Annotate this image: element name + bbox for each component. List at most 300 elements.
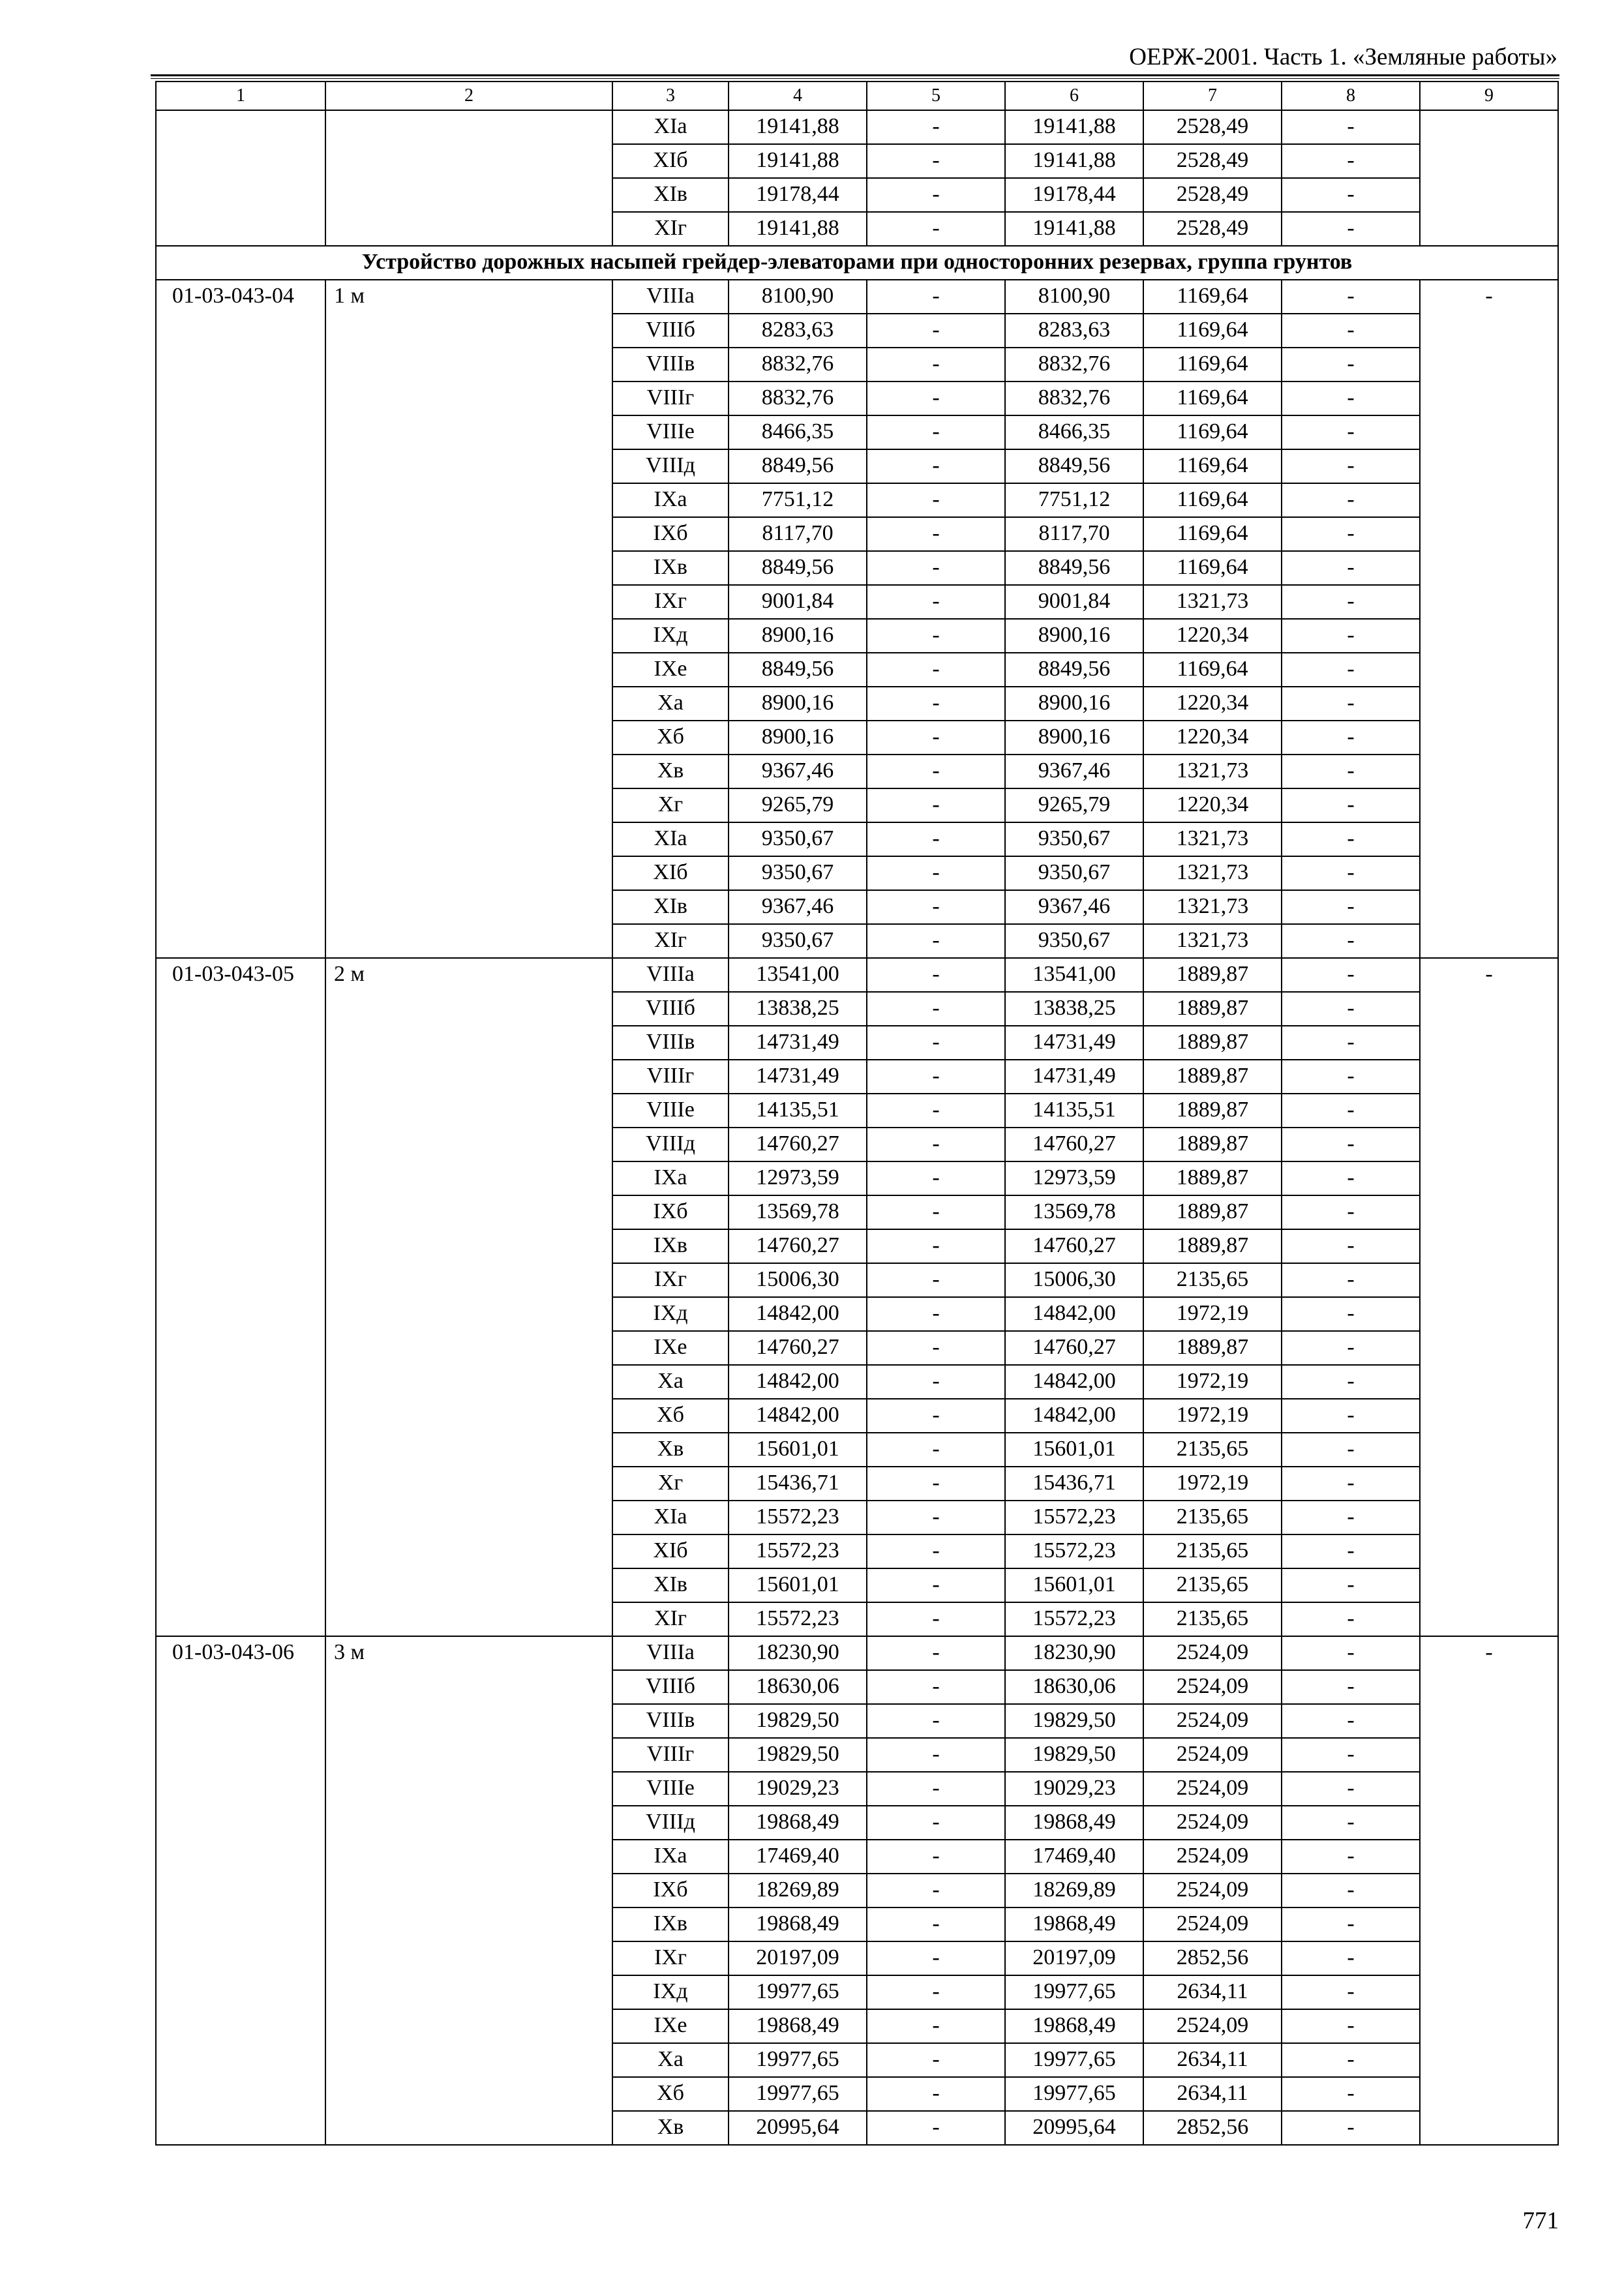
col5-cell: - [867,314,1005,348]
ground-group-cell: VIIIд [612,1128,729,1161]
total-cost-cell: 19977,65 [729,1975,867,2009]
ground-group-cell: IXб [612,517,729,551]
column-number: 7 [1143,82,1282,110]
col8-cell: - [1282,348,1420,382]
col5-cell: - [867,1501,1005,1534]
machine-cost-cell: 1321,73 [1143,924,1282,958]
ground-group-cell: IXе [612,1331,729,1365]
labor-cost-cell: 19868,49 [1005,2009,1143,2043]
labor-cost-cell: 8100,90 [1005,280,1143,314]
total-cost-cell: 14760,27 [729,1128,867,1161]
labor-cost-cell: 9001,84 [1005,585,1143,619]
ground-group-cell: VIIIв [612,348,729,382]
col8-cell: - [1282,1908,1420,1941]
col5-cell: - [867,1670,1005,1704]
labor-cost-cell: 19977,65 [1005,2043,1143,2077]
labor-cost-cell: 19868,49 [1005,1908,1143,1941]
total-cost-cell: 14731,49 [729,1026,867,1060]
machine-cost-cell: 2135,65 [1143,1501,1282,1534]
ground-group-cell: VIIIг [612,382,729,415]
labor-cost-cell: 14842,00 [1005,1399,1143,1433]
column-number: 4 [729,82,867,110]
col5-cell: - [867,1331,1005,1365]
header-rule-thick [151,74,1559,76]
total-cost-cell: 7751,12 [729,483,867,517]
total-cost-cell: 8466,35 [729,415,867,449]
total-cost-cell: 8900,16 [729,687,867,721]
ground-group-cell: IXе [612,653,729,687]
total-cost-cell: 19868,49 [729,1908,867,1941]
col8-cell: - [1282,1161,1420,1195]
column-number: 1 [156,82,325,110]
machine-cost-cell: 2852,56 [1143,2111,1282,2145]
machine-cost-cell: 1972,19 [1143,1467,1282,1501]
total-cost-cell: 15572,23 [729,1602,867,1636]
col8-cell: - [1282,1094,1420,1128]
col5-cell: - [867,1840,1005,1874]
labor-cost-cell: 14135,51 [1005,1094,1143,1128]
ground-group-cell: IXд [612,619,729,653]
machine-cost-cell: 2528,49 [1143,144,1282,178]
col8-cell: - [1282,687,1420,721]
section-title: Устройство дорожных насыпей грейдер-элеваторами при односторонних резервах, группа грунтов [156,246,1558,280]
total-cost-cell: 9350,67 [729,856,867,890]
machine-cost-cell: 2524,09 [1143,1738,1282,1772]
ground-group-cell: VIIIб [612,992,729,1026]
ground-group-cell: VIIIб [612,1670,729,1704]
page-number: 771 [1522,2207,1559,2234]
col8-cell: - [1282,2009,1420,2043]
col8-cell: - [1282,551,1420,585]
col8-cell: - [1282,619,1420,653]
labor-cost-cell: 14760,27 [1005,1128,1143,1161]
col5-cell: - [867,280,1005,314]
col8-cell: - [1282,856,1420,890]
total-cost-cell: 13541,00 [729,958,867,992]
machine-cost-cell: 1889,87 [1143,1026,1282,1060]
total-cost-cell: 8900,16 [729,619,867,653]
col5-cell: - [867,1908,1005,1941]
ground-group-cell: XIб [612,856,729,890]
col5-cell: - [867,1229,1005,1263]
labor-cost-cell: 19178,44 [1005,178,1143,212]
ground-group-cell: IXг [612,585,729,619]
machine-cost-cell: 1321,73 [1143,585,1282,619]
col5-cell: - [867,924,1005,958]
labor-cost-cell: 17469,40 [1005,1840,1143,1874]
labor-cost-cell: 18230,90 [1005,1636,1143,1670]
labor-cost-cell: 15601,01 [1005,1433,1143,1467]
ground-group-cell: IXд [612,1975,729,2009]
col5-cell: - [867,788,1005,822]
total-cost-cell: 19868,49 [729,2009,867,2043]
running-header: ОЕРЖ-2001. Часть 1. «Земляные работы» [1129,44,1557,70]
labor-cost-cell: 13838,25 [1005,992,1143,1026]
col8-cell: - [1282,178,1420,212]
machine-cost-cell: 2135,65 [1143,1534,1282,1568]
total-cost-cell: 19829,50 [729,1738,867,1772]
ground-group-cell: Xв [612,2111,729,2145]
total-cost-cell: 15601,01 [729,1568,867,1602]
col8-cell: - [1282,212,1420,246]
col9-cell: - [1420,1636,1558,2145]
col8-cell: - [1282,1263,1420,1297]
ground-group-cell: VIIIв [612,1026,729,1060]
col5-cell: - [867,619,1005,653]
labor-cost-cell: 14760,27 [1005,1331,1143,1365]
ground-group-cell: IXа [612,483,729,517]
col5-cell: - [867,1975,1005,2009]
col8-cell: - [1282,415,1420,449]
labor-cost-cell: 15436,71 [1005,1467,1143,1501]
total-cost-cell: 14760,27 [729,1331,867,1365]
col5-cell: - [867,1738,1005,1772]
labor-cost-cell: 19141,88 [1005,144,1143,178]
col5-cell: - [867,890,1005,924]
machine-cost-cell: 1889,87 [1143,958,1282,992]
col8-cell: - [1282,653,1420,687]
machine-cost-cell: 2135,65 [1143,1263,1282,1297]
labor-cost-cell: 9265,79 [1005,788,1143,822]
col8-cell: - [1282,585,1420,619]
total-cost-cell: 15601,01 [729,1433,867,1467]
total-cost-cell: 14842,00 [729,1297,867,1331]
col5-cell: - [867,178,1005,212]
machine-cost-cell: 1972,19 [1143,1365,1282,1399]
col5-cell: - [867,992,1005,1026]
col8-cell: - [1282,1128,1420,1161]
col8-cell: - [1282,1365,1420,1399]
col8-cell: - [1282,144,1420,178]
col8-cell: - [1282,1060,1420,1094]
col5-cell: - [867,110,1005,144]
total-cost-cell: 13569,78 [729,1195,867,1229]
labor-cost-cell: 9350,67 [1005,924,1143,958]
table-row [156,1636,1558,1670]
col5-cell: - [867,144,1005,178]
ground-group-cell: IXв [612,551,729,585]
ground-group-cell: Xб [612,1399,729,1433]
total-cost-cell: 19868,49 [729,1806,867,1840]
col5-cell: - [867,1534,1005,1568]
col8-cell: - [1282,1195,1420,1229]
col8-cell: - [1282,449,1420,483]
col8-cell: - [1282,822,1420,856]
col8-cell: - [1282,721,1420,755]
column-number-row [156,82,1558,110]
col5-cell: - [867,1941,1005,1975]
total-cost-cell: 15436,71 [729,1467,867,1501]
ground-group-cell: XIв [612,1568,729,1602]
machine-cost-cell: 2524,09 [1143,1840,1282,1874]
ground-group-cell: Xв [612,1433,729,1467]
col5-cell: - [867,415,1005,449]
total-cost-cell: 19829,50 [729,1704,867,1738]
col5-cell: - [867,348,1005,382]
machine-cost-cell: 1169,64 [1143,280,1282,314]
total-cost-cell: 14731,49 [729,1060,867,1094]
total-cost-cell: 19141,88 [729,212,867,246]
machine-cost-cell: 1889,87 [1143,1331,1282,1365]
col5-cell: - [867,1568,1005,1602]
column-number: 8 [1282,82,1420,110]
col5-cell: - [867,1772,1005,1806]
total-cost-cell: 8849,56 [729,551,867,585]
total-cost-cell: 9350,67 [729,822,867,856]
col8-cell: - [1282,1568,1420,1602]
col5-cell: - [867,958,1005,992]
total-cost-cell: 8100,90 [729,280,867,314]
ground-group-cell: VIIIд [612,449,729,483]
col5-cell: - [867,1704,1005,1738]
rate-code: 01-03-043-04 [156,280,325,958]
labor-cost-cell: 14731,49 [1005,1060,1143,1094]
labor-cost-cell: 8849,56 [1005,551,1143,585]
machine-cost-cell: 2524,09 [1143,1670,1282,1704]
col5-cell: - [867,483,1005,517]
col8-cell: - [1282,958,1420,992]
ground-group-cell: VIIIв [612,1704,729,1738]
labor-cost-cell: 15601,01 [1005,1568,1143,1602]
col5-cell: - [867,1060,1005,1094]
col5-cell: - [867,1467,1005,1501]
total-cost-cell: 19977,65 [729,2077,867,2111]
machine-cost-cell: 1889,87 [1143,1195,1282,1229]
labor-cost-cell: 18630,06 [1005,1670,1143,1704]
total-cost-cell: 14760,27 [729,1229,867,1263]
total-cost-cell: 15572,23 [729,1501,867,1534]
col5-cell: - [867,1128,1005,1161]
col8-cell: - [1282,1941,1420,1975]
ground-group-cell: IXв [612,1908,729,1941]
labor-cost-cell: 19977,65 [1005,1975,1143,2009]
name-cell [325,110,612,246]
total-cost-cell: 20995,64 [729,2111,867,2145]
ground-group-cell: IXд [612,1297,729,1331]
labor-cost-cell: 14731,49 [1005,1026,1143,1060]
col5-cell: - [867,517,1005,551]
col5-cell: - [867,1636,1005,1670]
column-number: 5 [867,82,1005,110]
col8-cell: - [1282,280,1420,314]
machine-cost-cell: 1321,73 [1143,822,1282,856]
ground-group-cell: VIIIе [612,415,729,449]
ground-group-cell: IXе [612,2009,729,2043]
ground-group-cell: IXа [612,1161,729,1195]
col8-cell: - [1282,1874,1420,1908]
labor-cost-cell: 19977,65 [1005,2077,1143,2111]
col8-cell: - [1282,1636,1420,1670]
total-cost-cell: 8832,76 [729,382,867,415]
ground-group-cell: VIIIа [612,958,729,992]
machine-cost-cell: 2524,09 [1143,1806,1282,1840]
labor-cost-cell: 14842,00 [1005,1297,1143,1331]
ground-group-cell: VIIIе [612,1772,729,1806]
col5-cell: - [867,1161,1005,1195]
ground-group-cell: Xа [612,1365,729,1399]
ground-group-cell: IXа [612,1840,729,1874]
col5-cell: - [867,653,1005,687]
code-cell [156,110,325,246]
labor-cost-cell: 9367,46 [1005,890,1143,924]
rate-name: 3 м [325,1636,612,2145]
labor-cost-cell: 19141,88 [1005,212,1143,246]
ground-group-cell: VIIIд [612,1806,729,1840]
machine-cost-cell: 2852,56 [1143,1941,1282,1975]
total-cost-cell: 19977,65 [729,2043,867,2077]
ground-group-cell: Xб [612,721,729,755]
labor-cost-cell: 8900,16 [1005,721,1143,755]
col5-cell: - [867,721,1005,755]
machine-cost-cell: 1169,64 [1143,449,1282,483]
total-cost-cell: 8283,63 [729,314,867,348]
ground-group-cell: VIIIг [612,1060,729,1094]
total-cost-cell: 8849,56 [729,449,867,483]
table-row [156,280,1558,314]
col8-cell: - [1282,788,1420,822]
total-cost-cell: 13838,25 [729,992,867,1026]
col8-cell: - [1282,517,1420,551]
rate-code: 01-03-043-06 [156,1636,325,2145]
total-cost-cell: 19141,88 [729,110,867,144]
machine-cost-cell: 1889,87 [1143,1094,1282,1128]
labor-cost-cell: 9350,67 [1005,856,1143,890]
col8-cell: - [1282,1975,1420,2009]
machine-cost-cell: 1321,73 [1143,755,1282,788]
machine-cost-cell: 1321,73 [1143,856,1282,890]
ground-group-cell: XIа [612,822,729,856]
machine-cost-cell: 2634,11 [1143,1975,1282,2009]
total-cost-cell: 19141,88 [729,144,867,178]
total-cost-cell: 18230,90 [729,1636,867,1670]
total-cost-cell: 8900,16 [729,721,867,755]
labor-cost-cell: 8849,56 [1005,449,1143,483]
machine-cost-cell: 2634,11 [1143,2077,1282,2111]
ground-group-cell: IXб [612,1195,729,1229]
labor-cost-cell: 14842,00 [1005,1365,1143,1399]
col8-cell: - [1282,890,1420,924]
col8-cell: - [1282,992,1420,1026]
machine-cost-cell: 2528,49 [1143,110,1282,144]
ground-group-cell: VIIIа [612,1636,729,1670]
ground-group-cell: VIIIа [612,280,729,314]
rate-code: 01-03-043-05 [156,958,325,1636]
labor-cost-cell: 8832,76 [1005,348,1143,382]
machine-cost-cell: 1169,64 [1143,314,1282,348]
labor-cost-cell: 19029,23 [1005,1772,1143,1806]
total-cost-cell: 14135,51 [729,1094,867,1128]
col8-cell: - [1282,2077,1420,2111]
ground-group-cell: Xб [612,2077,729,2111]
col5-cell: - [867,1297,1005,1331]
labor-cost-cell: 13569,78 [1005,1195,1143,1229]
col5-cell: - [867,1433,1005,1467]
ground-group-cell: XIг [612,924,729,958]
col8-cell: - [1282,314,1420,348]
ground-group-cell: VIIIе [612,1094,729,1128]
header-rule-thin [151,78,1559,79]
col8-cell: - [1282,1467,1420,1501]
machine-cost-cell: 1169,64 [1143,653,1282,687]
column-number: 3 [612,82,729,110]
col5-cell: - [867,2043,1005,2077]
ground-group-cell: XIб [612,1534,729,1568]
machine-cost-cell: 1169,64 [1143,483,1282,517]
machine-cost-cell: 1889,87 [1143,1161,1282,1195]
machine-cost-cell: 2528,49 [1143,212,1282,246]
machine-cost-cell: 1889,87 [1143,1060,1282,1094]
col5-cell: - [867,755,1005,788]
col8-cell: - [1282,2043,1420,2077]
machine-cost-cell: 1889,87 [1143,1229,1282,1263]
col8-cell: - [1282,924,1420,958]
machine-cost-cell: 1220,34 [1143,687,1282,721]
col8-cell: - [1282,1840,1420,1874]
labor-cost-cell: 7751,12 [1005,483,1143,517]
labor-cost-cell: 8900,16 [1005,619,1143,653]
labor-cost-cell: 19829,50 [1005,1704,1143,1738]
labor-cost-cell: 8466,35 [1005,415,1143,449]
col5-cell: - [867,382,1005,415]
labor-cost-cell: 8283,63 [1005,314,1143,348]
machine-cost-cell: 1972,19 [1143,1399,1282,1433]
col8-cell: - [1282,1670,1420,1704]
ground-group-cell: IXг [612,1263,729,1297]
ground-group-cell: XIв [612,890,729,924]
rate-name: 2 м [325,958,612,1636]
ground-group-cell: XIб [612,144,729,178]
ground-group-cell: IXб [612,1874,729,1908]
col8-cell: - [1282,110,1420,144]
machine-cost-cell: 2524,09 [1143,1704,1282,1738]
ground-group-cell: VIIIб [612,314,729,348]
machine-cost-cell: 2135,65 [1143,1433,1282,1467]
col8-cell: - [1282,1433,1420,1467]
labor-cost-cell: 13541,00 [1005,958,1143,992]
machine-cost-cell: 1169,64 [1143,551,1282,585]
total-cost-cell: 18269,89 [729,1874,867,1908]
labor-cost-cell: 12973,59 [1005,1161,1143,1195]
machine-cost-cell: 1220,34 [1143,619,1282,653]
ground-group-cell: Xг [612,788,729,822]
ground-group-cell: IXг [612,1941,729,1975]
col5-cell: - [867,1263,1005,1297]
ground-group-cell: XIа [612,1501,729,1534]
machine-cost-cell: 1972,19 [1143,1297,1282,1331]
machine-cost-cell: 2135,65 [1143,1568,1282,1602]
labor-cost-cell: 8849,56 [1005,653,1143,687]
col8-cell: - [1282,1704,1420,1738]
ground-group-cell: XIв [612,178,729,212]
total-cost-cell: 12973,59 [729,1161,867,1195]
labor-cost-cell: 15572,23 [1005,1602,1143,1636]
section-title-row [156,246,1558,280]
total-cost-cell: 8832,76 [729,348,867,382]
total-cost-cell: 19029,23 [729,1772,867,1806]
labor-cost-cell: 19829,50 [1005,1738,1143,1772]
col8-cell: - [1282,1297,1420,1331]
col9-cell: - [1420,280,1558,958]
col5-cell: - [867,822,1005,856]
machine-cost-cell: 1169,64 [1143,382,1282,415]
col5-cell: - [867,1365,1005,1399]
col8-cell: - [1282,382,1420,415]
labor-cost-cell: 9350,67 [1005,822,1143,856]
col9-cell: - [1420,958,1558,1636]
column-number: 9 [1420,82,1558,110]
total-cost-cell: 9350,67 [729,924,867,958]
col8-cell: - [1282,1229,1420,1263]
